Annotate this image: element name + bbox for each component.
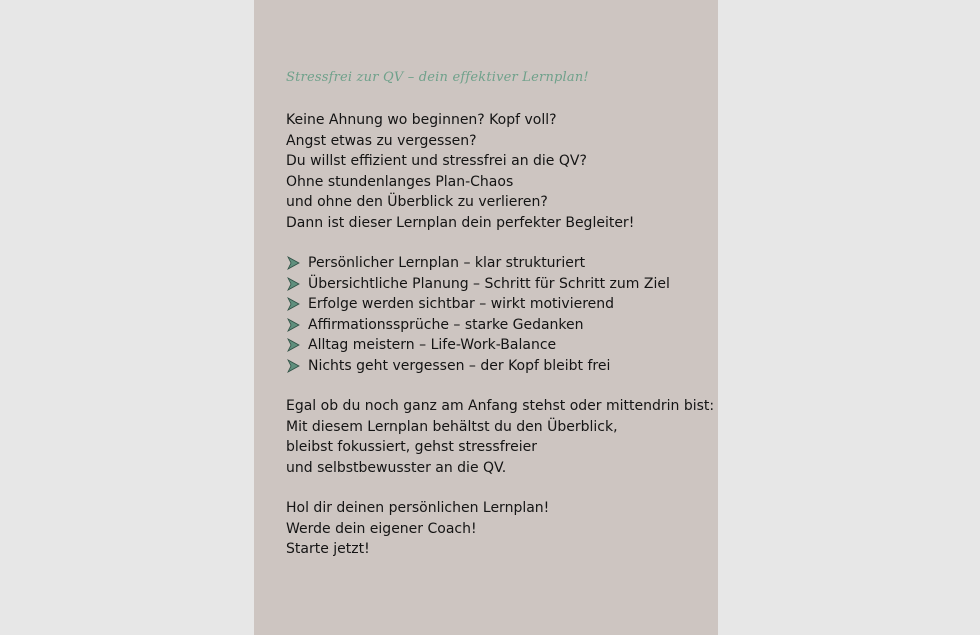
list-item-label: Übersichtliche Planung – Schritt für Schritt zum Ziel <box>308 275 670 292</box>
list-item-label: Persönlicher Lernplan – klar strukturiert <box>308 255 586 271</box>
intro-line: Keine Ahnung wo beginnen? Kopf voll? <box>286 112 557 128</box>
arrow-right-icon <box>286 256 300 270</box>
summary-line: Egal ob du noch ganz am Anfang stehst oder mittendrin bist: <box>286 398 715 414</box>
list-item-label: Alltag meistern – Life-Work-Balance <box>308 337 557 353</box>
cta-line: Hol dir deinen persönlichen Lernplan! <box>286 500 550 516</box>
feature-list <box>286 253 670 376</box>
cta-line: Werde dein eigener Coach! <box>286 520 477 537</box>
arrow-right-icon <box>286 338 300 352</box>
summary-line: Mit diesem Lernplan behältst du den Überblick, <box>286 418 618 435</box>
arrow-right-icon <box>286 318 300 332</box>
summary-text <box>286 396 714 478</box>
intro-line: und ohne den Überblick zu verlieren? <box>286 194 548 210</box>
list-item <box>286 294 670 315</box>
list-item <box>286 335 670 356</box>
list-item-label: Nichts geht vergessen – der Kopf bleibt frei <box>308 357 611 374</box>
arrow-right-icon <box>286 297 300 311</box>
list-item-label: Erfolge werden sichtbar – wirkt motivierend <box>308 296 615 312</box>
list-item <box>286 274 670 295</box>
document-page <box>254 0 718 635</box>
arrow-right-icon <box>286 277 300 291</box>
intro-line: Ohne stundenlanges Plan-Chaos <box>286 173 514 190</box>
cta-line: Starte jetzt! <box>286 541 370 557</box>
list-item <box>286 315 670 336</box>
intro-line: Dann ist dieser Lernplan dein perfekter Begleiter! <box>286 214 635 231</box>
intro-text <box>286 110 634 233</box>
list-item <box>286 253 670 274</box>
page-title: Stressfrei zur QV – dein effektiver Lernplan! <box>286 70 589 85</box>
intro-line: Angst etwas zu vergessen? <box>286 132 477 149</box>
call-to-action <box>286 498 549 560</box>
summary-line: bleibst fokussiert, gehst stressfreier <box>286 439 537 455</box>
list-item-label: Affirmationssprüche – starke Gedanken <box>308 316 584 333</box>
intro-line: Du willst effizient und stressfrei an die QV? <box>286 153 587 169</box>
summary-line: und selbstbewusster an die QV. <box>286 459 507 476</box>
arrow-right-icon <box>286 359 300 373</box>
list-item <box>286 356 670 377</box>
